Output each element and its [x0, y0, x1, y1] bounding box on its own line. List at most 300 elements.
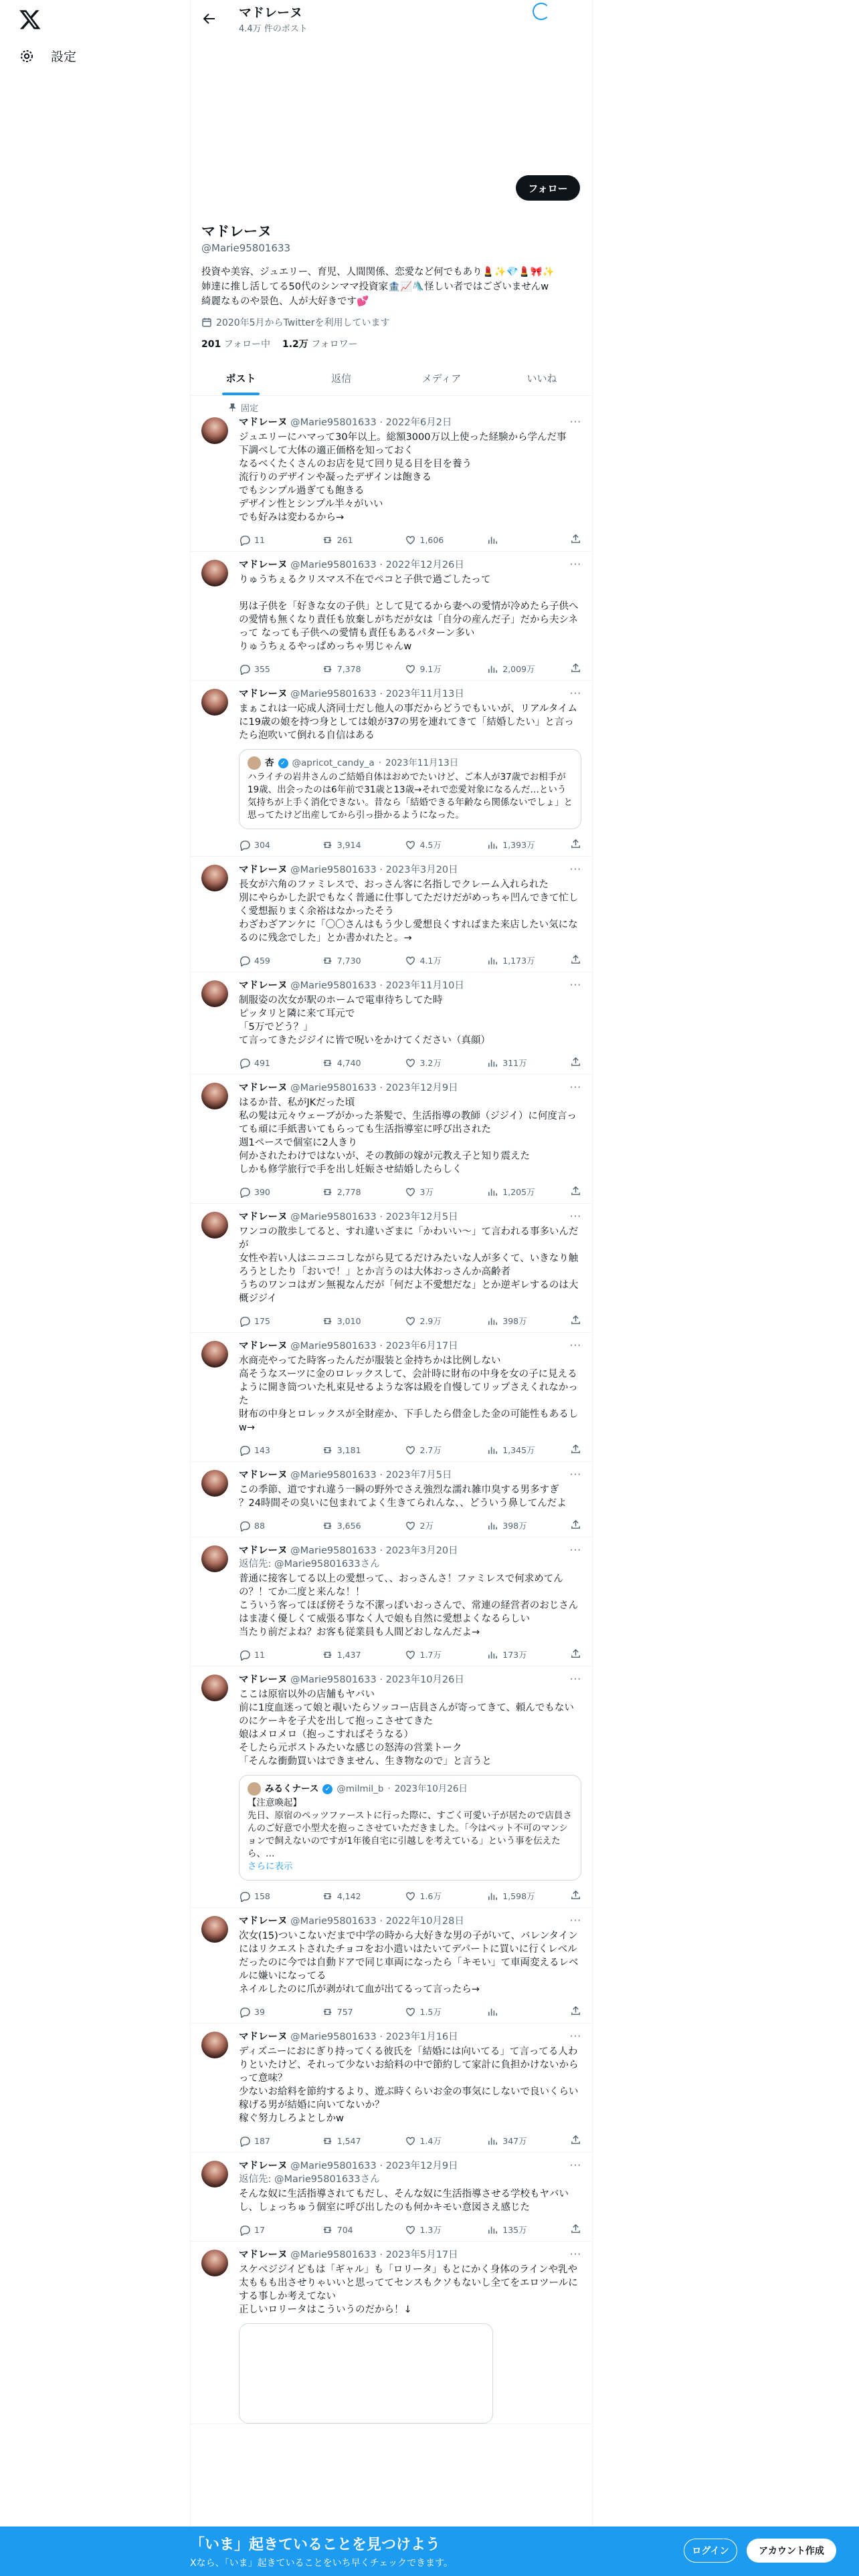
- retweet-button[interactable]: [322, 2135, 405, 2147]
- like-count: 1,606: [419, 534, 444, 545]
- views-icon: [487, 1057, 498, 1069]
- share-button[interactable]: [570, 533, 581, 546]
- retweet-button[interactable]: [322, 1891, 405, 1902]
- tweet-author[interactable]: マドレーヌ: [239, 2032, 288, 2042]
- dot-separator: ·: [376, 1916, 386, 1927]
- tweet-header: [239, 1469, 581, 1482]
- avatar[interactable]: [201, 865, 228, 891]
- views-icon: [487, 1649, 498, 1660]
- dot-separator: ·: [376, 1470, 386, 1481]
- tweet-handle[interactable]: @Marie95801633: [290, 2032, 377, 2042]
- tweet-text: スケベジジイどもは「ギャル」も「ロリータ」もとにかく身体のラインや乳や太ももも出させりゃいいと思っててセンスもクソもないし全てをエロツールにする事しか考えてない 正しいロリータはこういうのだから！↓: [239, 2264, 578, 2315]
- share-button[interactable]: [570, 662, 581, 675]
- tweet-author[interactable]: マドレーヌ: [239, 2161, 288, 2171]
- tweet-actions: [239, 1180, 581, 1203]
- like-count: 2.9万: [419, 1316, 442, 1326]
- tweet[interactable]: [191, 552, 592, 681]
- tweet-author[interactable]: マドレーヌ: [239, 1916, 288, 1927]
- tweet-handle[interactable]: @Marie95801633: [290, 1212, 377, 1222]
- reply-count: 187: [254, 2135, 270, 2146]
- retweet-icon: [322, 2006, 333, 2018]
- like-button[interactable]: [405, 2006, 488, 2018]
- like-count: 1.3万: [419, 2225, 442, 2235]
- tweet-date[interactable]: 2023年6月17日: [385, 1341, 458, 1352]
- reply-to[interactable]: 返信先: @Marie95801633さん: [239, 1559, 380, 1570]
- reply-to[interactable]: 返信先: @Marie95801633さん: [239, 2174, 380, 2185]
- like-icon: [405, 2224, 416, 2236]
- more-icon[interactable]: ···: [569, 1081, 581, 1093]
- tweet-header: [239, 863, 581, 877]
- dot-separator: ·: [376, 560, 386, 570]
- avatar[interactable]: [201, 980, 228, 1007]
- tweet-author[interactable]: マドレーヌ: [239, 1341, 288, 1352]
- views-button[interactable]: [487, 2006, 570, 2018]
- tweet[interactable]: [191, 2024, 592, 2153]
- tweet-date[interactable]: 2023年11月13日: [385, 689, 464, 700]
- quote-author: みるくナース: [265, 1783, 319, 1794]
- tweet-author[interactable]: マドレーヌ: [239, 560, 288, 570]
- retweet-icon: [322, 534, 333, 546]
- avatar[interactable]: [201, 1212, 228, 1239]
- tweet-header: [239, 1339, 581, 1353]
- views-count: 398万: [502, 1521, 527, 1531]
- tweet[interactable]: [191, 1908, 592, 2024]
- avatar[interactable]: [201, 1545, 228, 1572]
- views-count: 173万: [502, 1650, 527, 1660]
- like-button[interactable]: [405, 1519, 488, 1531]
- signup-button[interactable]: アカウント作成: [747, 2539, 836, 2563]
- retweet-count: 261: [337, 534, 353, 545]
- tweet[interactable]: [191, 2153, 592, 2242]
- views-button[interactable]: [487, 839, 570, 851]
- tweet-handle[interactable]: @Marie95801633: [290, 1916, 377, 1927]
- views-icon: [487, 663, 498, 675]
- nav-settings[interactable]: [19, 47, 76, 65]
- quoted-tweet[interactable]: [239, 1775, 581, 1881]
- tweet[interactable]: [191, 1462, 592, 1537]
- like-button[interactable]: [405, 534, 488, 546]
- tweet-handle[interactable]: @Marie95801633: [290, 2161, 377, 2171]
- dot-separator: ·: [376, 2250, 386, 2260]
- like-count: 3.2万: [419, 1058, 442, 1068]
- retweet-icon: [322, 1315, 333, 1327]
- tweet-text: 水商売やってた時客ったんだが服装と金持ちかは比例しない 高そうなスーツに金のロレックスして、会計時に財布の中身を女の子に見えるように開き筒ついた札束見せるような客は殿を自慢してリップさえくれなかった 財布の中身とロレックスが全財産か、下手したら借金した金の可能性もあるしw→: [239, 1356, 579, 1433]
- tweet-author[interactable]: マドレーヌ: [239, 689, 288, 700]
- share-icon: [570, 1648, 581, 1659]
- tweet-handle[interactable]: @Marie95801633: [290, 865, 377, 875]
- views-count: 311万: [502, 1058, 527, 1068]
- tweet[interactable]: [191, 1667, 592, 1908]
- dot-separator: ·: [376, 1545, 386, 1556]
- reply-button[interactable]: [239, 2006, 322, 2018]
- tweet-header: [239, 1544, 581, 1558]
- show-more-link[interactable]: さらに表示: [248, 1861, 293, 1872]
- retweet-icon: [322, 1649, 333, 1660]
- tweet-author[interactable]: マドレーヌ: [239, 980, 288, 991]
- views-count: 398万: [502, 1316, 527, 1326]
- tweet[interactable]: [191, 1075, 592, 1204]
- reply-icon: [239, 2135, 250, 2147]
- like-button[interactable]: [405, 1315, 488, 1327]
- tweet-text: 普通に接客してる以上の愛想って、、おっさんさ！ファミレスで何求めてんの？！てか二度と来んな！！ こういう客ってほぼ傍そうな不潔っぽいおっさんで、常連の経営者のおじさんはま凄く優しくて威張る事なく人で娘も自然に愛想よくなるらしい 当たり前だよね？お客も従業員も人間どおしなんだよ→: [239, 1574, 579, 1638]
- views-icon: [487, 1891, 498, 1902]
- following-link[interactable]: [201, 337, 270, 350]
- retweet-count: 7,730: [337, 955, 361, 966]
- share-button[interactable]: [570, 1648, 581, 1661]
- views-count: 1,173万: [502, 956, 535, 966]
- like-count: 4.1万: [419, 956, 442, 966]
- tweet[interactable]: [191, 1537, 592, 1667]
- tweet-handle[interactable]: @Marie95801633: [290, 1341, 377, 1352]
- tweet-handle[interactable]: @Marie95801633: [290, 689, 377, 700]
- reply-icon: [239, 534, 250, 546]
- reply-icon: [239, 1186, 250, 1198]
- more-icon[interactable]: ···: [569, 416, 581, 428]
- reply-button[interactable]: [239, 1186, 322, 1198]
- views-button[interactable]: [487, 534, 570, 546]
- like-button[interactable]: [405, 663, 488, 675]
- reply-button[interactable]: [239, 2135, 322, 2147]
- tweet-author[interactable]: マドレーヌ: [239, 1470, 288, 1481]
- tweet-date[interactable]: 2023年3月20日: [385, 1545, 458, 1556]
- views-button[interactable]: [487, 1444, 570, 1456]
- tweet-date[interactable]: 2023年10月26日: [385, 1675, 464, 1685]
- signup-banner: [0, 2527, 859, 2576]
- quote-text: ハライチの岩井さんのご結婚自体はおめでたいけど、ご本人が37歳でお相手が19歳、出会ったのは6年前で31歳と13歳→それで恋愛対象になるんだ…という気持ちが上手く消化できない。昔なら「結婚できる年齢なら関係ないでしょ」と思ってたけど出産してから引っ掛かるようになった。: [248, 772, 573, 821]
- like-count: 3万: [419, 1187, 434, 1197]
- tab-media[interactable]: メディア: [421, 372, 462, 385]
- follow-counts: [201, 337, 358, 350]
- more-icon[interactable]: ···: [569, 1339, 581, 1352]
- tweet-date[interactable]: 2023年12月5日: [385, 1212, 458, 1222]
- tweet-actions: [239, 2000, 581, 2023]
- like-button[interactable]: [405, 1186, 488, 1198]
- x-logo-icon[interactable]: [19, 8, 41, 31]
- retweet-icon: [322, 1891, 333, 1902]
- share-icon: [570, 662, 581, 673]
- like-button[interactable]: [405, 839, 488, 851]
- share-button[interactable]: [570, 1185, 581, 1198]
- more-icon[interactable]: ···: [569, 2159, 581, 2171]
- tab-posts[interactable]: ポスト: [191, 361, 291, 395]
- views-button[interactable]: [487, 1519, 570, 1531]
- retweet-count: 757: [337, 2006, 353, 2017]
- share-icon: [570, 2223, 581, 2234]
- header-post-count: 4.4万 件のポスト: [239, 24, 308, 34]
- tweet-text: はるか昔、私がJKだった頃 私の髪は元々ウェーブがかった茶髪で、生活指導の教師（ジジイ）に何度言っても頑に手紙書いてもらっても生活指導室に呼び出された 週1ペースで個室に2人きり 何かされたわけではないが、その教師の嫁が元教え子と知り震えた しかも修学旅行で手を出し妊娠させ結婚したらしく: [239, 1097, 577, 1175]
- like-icon: [405, 1057, 416, 1069]
- reply-button[interactable]: [239, 1891, 322, 1902]
- share-icon: [570, 1519, 581, 1530]
- tweet[interactable]: [191, 857, 592, 972]
- like-button[interactable]: [405, 1444, 488, 1456]
- like-icon: [405, 955, 416, 966]
- more-icon[interactable]: ···: [569, 1673, 581, 1685]
- avatar[interactable]: [201, 689, 228, 716]
- like-count: 1.6万: [419, 1891, 442, 1901]
- tweet[interactable]: [191, 972, 592, 1075]
- profile-banner: [191, 41, 592, 175]
- tweet-handle[interactable]: @Marie95801633: [290, 2250, 377, 2260]
- share-button[interactable]: [570, 954, 581, 967]
- retweet-icon: [322, 955, 333, 966]
- tweet-author[interactable]: マドレーヌ: [239, 1083, 288, 1093]
- tweet-actions: [239, 528, 581, 551]
- tab-replies[interactable]: 返信: [330, 372, 351, 385]
- tweet[interactable]: [191, 2242, 592, 2424]
- retweet-button[interactable]: [322, 1520, 405, 1531]
- retweet-icon: [322, 2135, 333, 2147]
- like-count: 1.5万: [419, 2007, 442, 2017]
- tweet-author[interactable]: マドレーヌ: [239, 1675, 288, 1685]
- tweet-date[interactable]: 2023年3月20日: [385, 865, 458, 875]
- tweet[interactable]: [191, 1333, 592, 1462]
- share-button[interactable]: [570, 2134, 581, 2147]
- tweet-feed: [191, 409, 592, 2424]
- tweet-handle[interactable]: @Marie95801633: [290, 1675, 377, 1685]
- header-name: マドレーヌ: [239, 5, 303, 20]
- tweet-actions: [239, 1051, 581, 1074]
- like-button[interactable]: [405, 1648, 488, 1660]
- tweet-date[interactable]: 2022年10月28日: [385, 1916, 464, 1927]
- retweet-button[interactable]: [322, 1649, 405, 1660]
- follow-button[interactable]: フォロー: [516, 175, 580, 201]
- tweet-date[interactable]: 2023年1月16日: [385, 2032, 458, 2042]
- views-button[interactable]: [487, 663, 570, 675]
- views-count: 1,205万: [502, 1187, 535, 1197]
- reply-button[interactable]: [239, 1057, 322, 1069]
- like-count: 4.5万: [419, 840, 442, 850]
- like-count: 9.1万: [419, 664, 442, 674]
- share-icon: [570, 2134, 581, 2145]
- reply-icon: [239, 663, 250, 675]
- quote-header: [248, 1782, 573, 1796]
- views-button[interactable]: [487, 2135, 570, 2147]
- share-icon: [570, 838, 581, 849]
- dot-separator: ·: [376, 2032, 386, 2042]
- retweet-button[interactable]: [322, 839, 405, 851]
- followers-link[interactable]: [282, 337, 358, 350]
- tweet-header: [239, 687, 581, 701]
- more-icon[interactable]: ···: [569, 2248, 581, 2260]
- tweet-handle[interactable]: @Marie95801633: [290, 417, 377, 428]
- reply-button[interactable]: [239, 955, 322, 966]
- tweet-date[interactable]: 2023年11月10日: [385, 980, 464, 991]
- retweet-button[interactable]: [322, 2006, 405, 2018]
- quoted-tweet[interactable]: [239, 749, 581, 829]
- reply-button[interactable]: [239, 1315, 322, 1327]
- views-icon: [487, 839, 498, 851]
- views-button[interactable]: [487, 1648, 570, 1660]
- more-icon[interactable]: ···: [569, 1544, 581, 1556]
- avatar[interactable]: [201, 2250, 228, 2276]
- avatar[interactable]: [201, 417, 228, 444]
- avatar[interactable]: [201, 1470, 228, 1497]
- tweet-author[interactable]: マドレーヌ: [239, 417, 288, 428]
- more-icon[interactable]: ···: [569, 558, 581, 570]
- views-button[interactable]: [487, 954, 570, 966]
- tweet-date[interactable]: 2022年12月26日: [385, 560, 464, 570]
- tweet-media[interactable]: [239, 2323, 493, 2424]
- more-icon[interactable]: ···: [569, 863, 581, 875]
- avatar[interactable]: [201, 1916, 228, 1943]
- retweet-count: 1,437: [337, 1649, 361, 1660]
- share-icon: [570, 2005, 581, 2016]
- quote-date: 2023年10月26日: [394, 1783, 468, 1794]
- share-button[interactable]: [570, 1056, 581, 1069]
- retweet-button[interactable]: [322, 955, 405, 966]
- tweet-actions: [239, 657, 581, 680]
- tweet[interactable]: [191, 409, 592, 552]
- tweet[interactable]: [191, 1204, 592, 1333]
- retweet-count: 4,740: [337, 1057, 361, 1068]
- dot-separator: ·: [378, 757, 381, 768]
- share-icon: [570, 533, 581, 544]
- share-icon: [570, 1314, 581, 1325]
- tweet-handle[interactable]: @Marie95801633: [290, 980, 377, 991]
- following-label: フォロー中: [223, 339, 270, 350]
- followers-label: フォロワー: [311, 339, 358, 350]
- retweet-button[interactable]: [322, 1057, 405, 1069]
- tweet-handle[interactable]: @Marie95801633: [290, 1470, 377, 1481]
- retweet-count: 2,778: [337, 1186, 361, 1197]
- retweet-button[interactable]: [322, 2224, 405, 2236]
- share-button[interactable]: [570, 1314, 581, 1327]
- share-icon: [570, 1889, 581, 1901]
- views-button[interactable]: [487, 1890, 570, 1902]
- share-button[interactable]: [570, 838, 581, 851]
- share-icon: [570, 1056, 581, 1067]
- tweet-date[interactable]: 2023年5月17日: [385, 2250, 458, 2260]
- share-button[interactable]: [570, 1889, 581, 1903]
- like-button[interactable]: [405, 954, 488, 966]
- tweet-author[interactable]: マドレーヌ: [239, 2250, 288, 2260]
- views-button[interactable]: [487, 1186, 570, 1198]
- retweet-count: 3,914: [337, 839, 361, 850]
- reply-icon: [239, 955, 250, 966]
- reply-count: 390: [254, 1186, 270, 1197]
- retweet-count: 4,142: [337, 1891, 361, 1901]
- verified-icon: ✓: [322, 1784, 332, 1794]
- views-icon: [487, 1315, 498, 1327]
- tweet-author[interactable]: マドレーヌ: [239, 1212, 288, 1222]
- more-icon[interactable]: ···: [569, 687, 581, 700]
- avatar[interactable]: [201, 2161, 228, 2187]
- like-icon: [405, 1520, 416, 1531]
- share-button[interactable]: [570, 1519, 581, 1532]
- quote-author: 杏: [265, 757, 274, 768]
- views-icon: [487, 1520, 498, 1531]
- like-button[interactable]: [405, 1890, 488, 1902]
- quote-text: 【注意喚起】 先日、原宿のペッツファーストに行った際に、すごく可愛い子が居たので店員さんのご好意で小型犬を抱っこさせていただきました。「今はペット不可のマンションで飼えないのですが1年後自宅に引越しを考えている」という事を伝えたら、…: [248, 1798, 573, 1859]
- avatar[interactable]: [201, 1341, 228, 1368]
- more-icon[interactable]: ···: [569, 1915, 581, 1927]
- avatar[interactable]: [201, 1675, 228, 1701]
- login-button[interactable]: ログイン: [684, 2539, 737, 2563]
- quote-avatar: [248, 1782, 261, 1796]
- more-icon[interactable]: ···: [569, 979, 581, 991]
- share-icon: [570, 1443, 581, 1455]
- retweet-button[interactable]: [322, 663, 405, 675]
- reply-button[interactable]: [239, 1649, 322, 1660]
- joined-date: [201, 316, 389, 329]
- tweet-handle[interactable]: @Marie95801633: [290, 1545, 377, 1556]
- tweet-handle[interactable]: @Marie95801633: [290, 1083, 377, 1093]
- tweet-date[interactable]: 2023年12月9日: [385, 1083, 458, 1093]
- reply-button[interactable]: [239, 534, 322, 546]
- like-icon: [405, 1649, 416, 1660]
- tweet-date[interactable]: 2022年6月2日: [385, 417, 452, 428]
- like-count: 1.7万: [419, 1650, 442, 1660]
- avatar[interactable]: [201, 560, 228, 586]
- tweet[interactable]: [191, 681, 592, 857]
- retweet-count: 3,181: [337, 1444, 361, 1455]
- pinned-text: 固定: [241, 404, 259, 414]
- reply-button[interactable]: [239, 663, 322, 675]
- share-icon: [570, 1185, 581, 1196]
- retweet-button[interactable]: [322, 1315, 405, 1327]
- tweet-author[interactable]: マドレーヌ: [239, 1545, 288, 1556]
- retweet-button[interactable]: [322, 534, 405, 546]
- like-icon: [405, 2006, 416, 2018]
- profile-name: マドレーヌ: [201, 223, 272, 239]
- more-icon[interactable]: ···: [569, 1469, 581, 1481]
- retweet-button[interactable]: [322, 1444, 405, 1456]
- tweet-actions: [239, 1438, 581, 1461]
- share-button[interactable]: [570, 2005, 581, 2018]
- tweet-header: [239, 558, 581, 572]
- more-icon[interactable]: ···: [569, 2030, 581, 2042]
- tweet-text: ワンコの散歩してると、すれ違いざまに「かわいい〜」て言われる事多いんだが 女性や若い人はニコニコしながら見てるだけみたいな人が多くて、いきなり触ろうとしたり「おいで！」とか言うのは大体おっさんか高齢者 うちのワンコはガン無視なんだが「何だよ不愛想だな」とか逆ギレするのは大概ジジイ: [239, 1226, 579, 1304]
- reply-button[interactable]: [239, 2224, 322, 2236]
- tweet-text: 長女が六角のファミレスで、おっさん客に名指しでクレーム入れられた 別にやらかした訳でもなく普通に仕事してただけだがめっちゃ凹んできて忙しく愛想振りまく余裕はなかったそう わざわざアンケに「〇〇さんはもう少し愛想良くすればまた来店したい気になるのに残念でした」とか書かれたと。→: [239, 879, 579, 944]
- retweet-button[interactable]: [322, 1186, 405, 1198]
- tweet-date[interactable]: 2023年12月9日: [385, 2161, 458, 2171]
- like-icon: [405, 1891, 416, 1902]
- reply-button[interactable]: [239, 839, 322, 851]
- reply-button[interactable]: [239, 1520, 322, 1531]
- like-button[interactable]: [405, 1057, 488, 1069]
- avatar[interactable]: [201, 1083, 228, 1109]
- retweet-count: 7,378: [337, 663, 361, 674]
- views-button[interactable]: [487, 1315, 570, 1327]
- banner-subtitle: Xなら、「いま」起きていることをいち早くチェックできます。: [190, 2558, 454, 2569]
- views-button[interactable]: [487, 2224, 570, 2236]
- avatar[interactable]: [201, 2032, 228, 2058]
- back-arrow-icon[interactable]: [201, 11, 217, 27]
- views-button[interactable]: [487, 1057, 570, 1069]
- like-button[interactable]: [405, 2224, 488, 2236]
- tweet-header: [239, 2159, 581, 2173]
- views-count: 1,345万: [502, 1445, 535, 1455]
- share-button[interactable]: [570, 2223, 581, 2236]
- tweet-author[interactable]: マドレーヌ: [239, 865, 288, 875]
- like-icon: [405, 1315, 416, 1327]
- tweet-handle[interactable]: @Marie95801633: [290, 560, 377, 570]
- like-button[interactable]: [405, 2135, 488, 2147]
- tab-likes[interactable]: いいね: [527, 372, 557, 385]
- tweet-text: ジュエリーにハマって30年以上。総額3000万以上使った経験から学んだ事 下調べして大体の適正価格を知っておく なるべくたくさんのお店を見て回り見る目を目を養う 流行りのデザインや凝ったデザインは飽きる でもシンプル過ぎても飽きる デザイン性とシンプル半々がいい でも好みは変わるから→: [239, 432, 567, 523]
- reply-count: 17: [254, 2224, 265, 2235]
- tweet-date[interactable]: 2023年7月5日: [385, 1470, 452, 1481]
- more-icon[interactable]: ···: [569, 1210, 581, 1222]
- tweet-text: ディズニーにおにぎり持ってくる彼氏を「結婚には向いてる」て言ってる人わりといたけど、それって少ないお給料の中で節約して家計に負担かけないからって意味？ 少ないお給料を節約するより、遊ぶ時くらいお金の事気にしないで良いくらい稼げる男が結婚に向いてないか？ 稼ぐ努力しろよとしかw: [239, 2046, 579, 2124]
- views-count: 1,598万: [502, 1891, 535, 1901]
- reply-button[interactable]: [239, 1444, 322, 1456]
- like-icon: [405, 663, 416, 675]
- share-button[interactable]: [570, 1443, 581, 1457]
- views-icon: [487, 534, 498, 546]
